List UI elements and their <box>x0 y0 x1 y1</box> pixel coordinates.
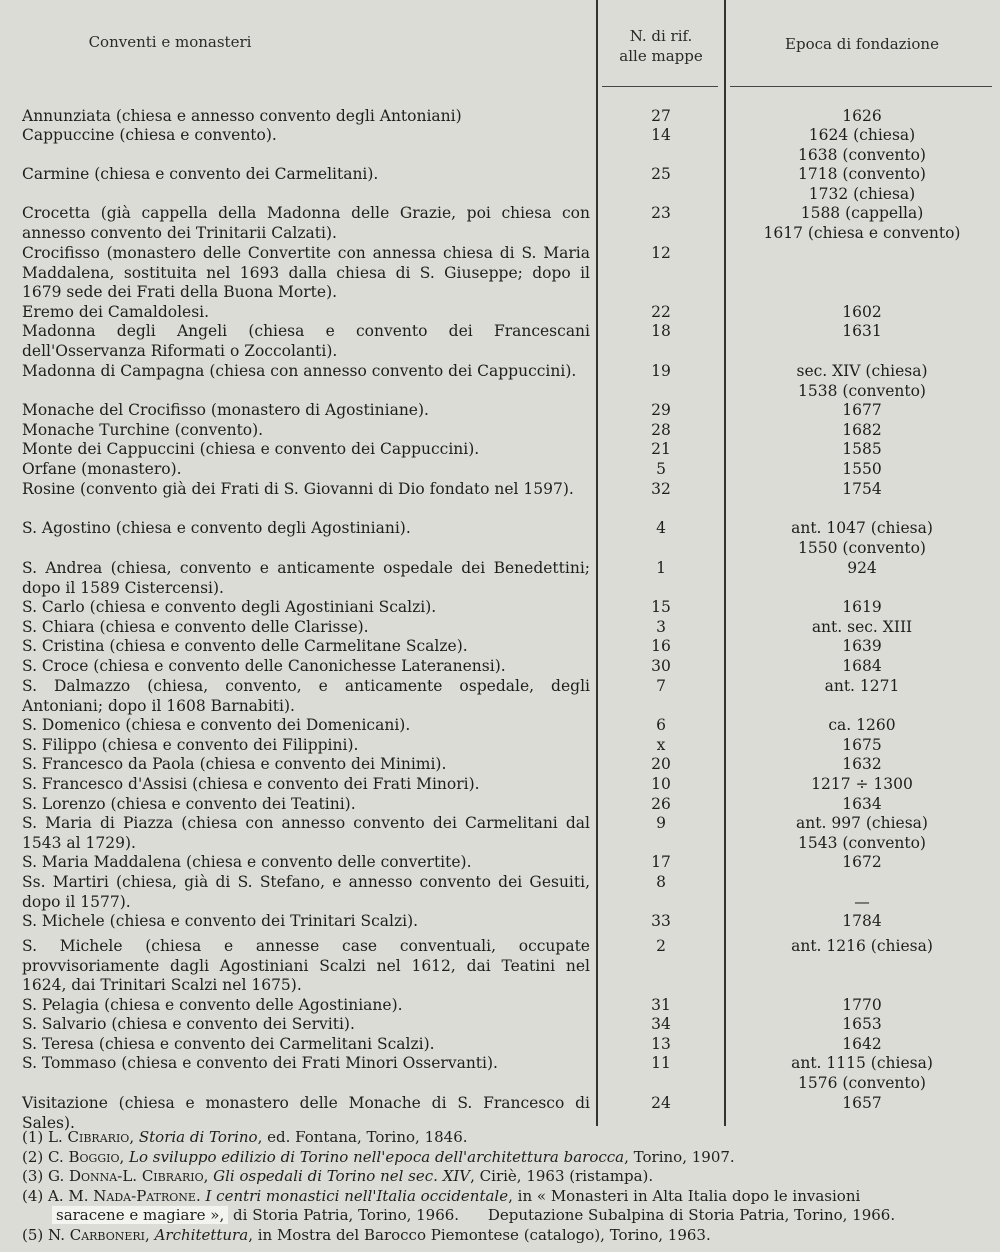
map-ref-number: x <box>656 736 666 754</box>
header-col-map-ref <box>600 26 722 66</box>
epoch-line: ant. 1047 (chiesa) <box>791 519 933 537</box>
footnote-title: Gli ospedali di Torino nel sec. XIV <box>213 1167 471 1186</box>
epoch-line: sec. XIV (chiesa) <box>796 362 928 380</box>
convent-name: S. Lorenzo (chiesa e convento dei Teatini). <box>22 795 356 813</box>
epoch-line: 1585 <box>842 440 882 458</box>
epoch-line: 1619 <box>842 598 882 616</box>
epoch-line: 1632 <box>842 755 882 773</box>
convent-name: Carmine (chiesa e convento dei Carmelitani). <box>22 165 379 183</box>
epoch-line: 1754 <box>842 480 882 498</box>
epoch-line: 1638 (convento) <box>798 145 926 164</box>
founding-epoch <box>728 716 996 736</box>
founding-epoch <box>728 421 996 441</box>
map-ref-number: 12 <box>651 244 671 262</box>
map-ref-number: 2 <box>656 937 666 955</box>
epoch-line: 1634 <box>842 795 882 813</box>
convent-name: Monte dei Cappuccini (chiesa e convento dei Cappuccini). <box>22 440 480 458</box>
footnote-2: (2) C. Boggio, Lo sviluppo edilizio di Torino nell'epoca dell'architettura barocca, Torino, 1907. <box>22 1147 735 1166</box>
convent-name: Monache Turchine (convento). <box>22 421 264 439</box>
founding-epoch <box>728 1015 996 1035</box>
founding-epoch <box>728 1035 996 1055</box>
map-ref-number: 29 <box>651 401 671 419</box>
map-ref-number: 9 <box>656 814 666 832</box>
founding-epoch <box>728 873 996 912</box>
epoch-line: ca. 1260 <box>828 716 896 734</box>
convent-name: S. Domenico (chiesa e convento dei Domenicani). <box>22 716 411 734</box>
founding-epoch <box>728 677 996 697</box>
epoch-line: 1672 <box>842 853 882 871</box>
founding-epoch <box>728 519 996 558</box>
founding-epoch <box>728 736 996 756</box>
map-ref-number: 33 <box>651 912 671 930</box>
founding-epoch <box>728 460 996 480</box>
convent-name: Monache del Crocifisso (monastero di Agostiniane). <box>22 401 429 419</box>
epoch-line: 1576 (convento) <box>798 1073 926 1092</box>
founding-epoch <box>728 559 996 579</box>
map-ref-number: 14 <box>651 126 671 144</box>
convent-name: Ss. Martiri (chiesa, già di S. Stefano, e annesso convento dei Gesuiti, dopo il 1577). <box>22 873 590 911</box>
founding-epoch <box>728 598 996 618</box>
footnotes <box>22 1128 992 1246</box>
epoch-line <box>728 873 996 893</box>
founding-epoch <box>728 401 996 421</box>
epoch-line: ant. 997 (chiesa) <box>796 814 928 832</box>
founding-epoch <box>728 775 996 795</box>
epoch-line: 1642 <box>842 1035 882 1053</box>
founding-epoch <box>728 657 996 677</box>
map-ref-number: 20 <box>651 755 671 773</box>
convent-name: S. Maria Maddalena (chiesa e convento delle convertite). <box>22 853 472 871</box>
footnote-author: N. Carboneri <box>48 1225 146 1244</box>
map-ref-number: 10 <box>651 775 671 793</box>
founding-epoch <box>728 853 996 873</box>
founding-epoch <box>728 637 996 657</box>
map-ref-number: 30 <box>651 657 671 675</box>
epoch-line: 1626 <box>842 107 882 125</box>
header-col-convents: Conventi e monasteri <box>88 33 252 51</box>
epoch-line: 1217 ÷ 1300 <box>811 775 913 793</box>
convent-name: Annunziata (chiesa e annesso convento degli Antoniani) <box>22 107 462 125</box>
footnote-rest: , in Mostra del Barocco Piemontese (catalogo), Torino, 1963. <box>248 1225 711 1244</box>
epoch-line: 1550 <box>842 460 882 478</box>
convent-name: S. Cristina (chiesa e convento delle Carmelitane Scalze). <box>22 637 468 655</box>
epoch-line: 1677 <box>842 401 882 419</box>
epoch-line: ant. sec. XIII <box>811 618 913 636</box>
founding-epoch <box>728 912 996 932</box>
convent-name: Orfane (monastero). <box>22 460 182 478</box>
map-ref-number: 22 <box>651 303 671 321</box>
map-ref-number: 32 <box>651 480 671 498</box>
founding-epoch <box>728 755 996 775</box>
footnote-4-part3: Deputazione Subalpina di Storia Patria, Torino, 1966. <box>487 1206 896 1225</box>
header-rule-epoch <box>730 86 992 87</box>
convent-name: S. Teresa (chiesa e convento dei Carmelitani Scalzi). <box>22 1035 435 1053</box>
footnote-4: (4) A. M. Nada-Patrone. I centri monastici nell'Italia occidentale, in « Monasteri in Alta Italia dopo le invasioni <box>22 1186 861 1205</box>
map-ref-number: 27 <box>651 107 671 125</box>
epoch-line: 1675 <box>842 736 882 754</box>
epoch-line: ant. 1271 <box>824 677 900 695</box>
epoch-line: — <box>854 892 870 911</box>
epoch-line: 1684 <box>842 657 882 675</box>
convent-name: S. Croce (chiesa e convento delle Canonichesse Lateranensi). <box>22 657 506 675</box>
footnote-mark: (1) <box>22 1128 44 1146</box>
convent-name: S. Tommaso (chiesa e convento dei Frati Minori Osservanti). <box>22 1054 498 1072</box>
map-ref-number: 6 <box>656 716 666 734</box>
footnote-4-continued <box>22 1206 992 1226</box>
epoch-line: 1770 <box>842 996 882 1014</box>
founding-epoch <box>728 107 996 127</box>
convent-name: S. Carlo (chiesa e convento degli Agostiniani Scalzi). <box>22 598 437 616</box>
epoch-line: 1784 <box>842 912 882 930</box>
footnote-1: (1) L. Cibrario, Storia di Torino, ed. Fontana, Torino, 1846. <box>22 1128 468 1146</box>
map-ref-number: 15 <box>651 598 671 616</box>
convent-name: S. Francesco da Paola (chiesa e convento dei Minimi). <box>22 755 447 773</box>
map-ref-number: 3 <box>656 618 666 636</box>
map-ref-number: 4 <box>656 519 666 537</box>
header-map-ref-line1: N. di rif. <box>629 27 693 45</box>
footnote-title: Storia di Torino <box>138 1128 258 1146</box>
footnote-author: A. M. Nada-Patrone <box>48 1186 196 1205</box>
footnote-3: (3) G. Donna-L. Cibrario, Gli ospedali di Torino nel sec. XIV, Ciriè, 1963 (ristampa). <box>22 1167 654 1186</box>
founding-epoch <box>728 618 996 638</box>
epoch-line: 1682 <box>842 421 882 439</box>
convent-name: Cappuccine (chiesa e convento). <box>22 126 277 144</box>
map-ref-number: 19 <box>651 362 671 380</box>
convent-name: S. Maria di Piazza (chiesa con annesso convento dei Carmelitani dal 1543 al 1729). <box>22 814 590 852</box>
convent-name: Madonna degli Angeli (chiesa e convento dei Francescani dell'Osservanza Riformati o Zoccolanti). <box>22 322 590 360</box>
epoch-line: 1602 <box>842 303 882 321</box>
founding-epoch <box>728 1054 996 1093</box>
map-ref-number: 16 <box>651 637 671 655</box>
map-ref-number: 8 <box>656 873 666 891</box>
convent-name: Crocifisso (monastero delle Convertite con annessa chiesa di S. Maria Maddalena, sostituita nel 1693 dalla chiesa di S. Giuseppe; dopo il 1679 sede dei Frati della Buona Morte). <box>22 244 590 302</box>
founding-epoch <box>728 440 996 460</box>
footnote-4-part2: di Storia Patria, Torino, 1966. <box>233 1206 460 1225</box>
map-ref-number: 21 <box>651 440 671 458</box>
header-rule-num <box>602 86 718 87</box>
footnote-rest: , in « Monasteri in Alta Italia dopo le invasioni <box>508 1186 861 1205</box>
convent-name: S. Dalmazzo (chiesa, convento, e anticamente ospedale, degli Antoniani; dopo il 1608 Barnabiti). <box>22 677 590 715</box>
footnote-mark: (5) <box>22 1225 44 1244</box>
convent-name: S. Agostino (chiesa e convento degli Agostiniani). <box>22 519 411 537</box>
convent-name: S. Andrea (chiesa, convento e anticamente ospedale dei Benedettini; dopo il 1589 Cistercensi). <box>22 559 590 597</box>
column-divider-left <box>596 0 598 1126</box>
map-ref-number: 13 <box>651 1035 671 1053</box>
epoch-line: 1639 <box>842 637 882 655</box>
map-ref-number: 1 <box>656 559 666 577</box>
map-ref-number: 11 <box>651 1054 671 1072</box>
founding-epoch <box>728 303 996 323</box>
map-ref-number: 5 <box>656 460 666 478</box>
epoch-line: 1543 (convento) <box>798 833 926 852</box>
footnote-author: L. Cibrario <box>48 1128 130 1146</box>
epoch-line: ant. 1216 (chiesa) <box>791 937 933 955</box>
footnote-author: C. Boggio <box>48 1147 120 1166</box>
epoch-line: 1657 <box>842 1094 882 1112</box>
footnote-author: G. Donna-L. Cibrario <box>48 1167 204 1186</box>
epoch-line: 1588 (cappella) <box>800 204 924 222</box>
convent-name: Madonna di Campagna (chiesa con annesso convento dei Cappuccini). <box>22 362 577 380</box>
footnote-mark: (2) <box>22 1147 44 1166</box>
map-ref-number: 31 <box>651 996 671 1014</box>
epoch-line: 1732 (chiesa) <box>808 184 916 203</box>
map-ref-number: 24 <box>651 1094 671 1112</box>
footnote-title: Architettura <box>154 1225 249 1244</box>
footnote-title: I centri monastici nell'Italia occidentale <box>205 1186 509 1205</box>
convent-name: Crocetta (già cappella della Madonna delle Grazie, poi chiesa con annesso convento dei Trinitarii Calzati). <box>22 204 590 242</box>
column-divider-right <box>724 0 726 1126</box>
founding-epoch <box>728 814 996 853</box>
convent-name: S. Michele (chiesa e annesse case conventuali, occupate provvisoriamente dagli Agostiniani Scalzi nel 1612, dai Teatini nel 1624, dai Trinitari Scalzi nel 1675). <box>22 937 590 995</box>
epoch-line: 924 <box>847 559 877 577</box>
convent-name: S. Pelagia (chiesa e convento delle Agostiniane). <box>22 996 403 1014</box>
convent-name: Eremo dei Camaldolesi. <box>22 303 210 321</box>
footnote-title: Lo sviluppo edilizio di Torino nell'epoca dell'architettura barocca <box>129 1147 625 1166</box>
convent-name: S. Michele (chiesa e convento dei Trinitari Scalzi). <box>22 912 419 930</box>
epoch-line: 1653 <box>842 1015 882 1033</box>
footnote-rest: , Ciriè, 1963 (ristampa). <box>470 1167 654 1186</box>
founding-epoch <box>728 937 996 957</box>
founding-epoch <box>728 126 996 165</box>
header-col-founding-epoch: Epoca di fondazione <box>785 35 939 53</box>
convent-name: S. Francesco d'Assisi (chiesa e convento dei Frati Minori). <box>22 775 480 793</box>
convent-name: S. Filippo (chiesa e convento dei Filippini). <box>22 736 359 754</box>
map-ref-number: 28 <box>651 421 671 439</box>
footnote-mark: (3) <box>22 1167 44 1186</box>
footnote-4-patched-text: saracene e magiare », <box>52 1206 228 1224</box>
founding-epoch <box>728 204 996 243</box>
epoch-line: 1631 <box>842 322 882 340</box>
founding-epoch <box>728 362 996 401</box>
footnote-5: (5) N. Carboneri, Architettura, in Mostra del Barocco Piemontese (catalogo), Torino, 1963. <box>22 1225 711 1244</box>
map-ref-number: 26 <box>651 795 671 813</box>
convent-name: S. Chiara (chiesa e convento delle Clarisse). <box>22 618 369 636</box>
epoch-line: 1538 (convento) <box>798 381 926 400</box>
founding-epoch <box>728 1094 996 1114</box>
founding-epoch <box>728 996 996 1016</box>
map-ref-number: 23 <box>651 204 671 222</box>
founding-epoch <box>728 480 996 500</box>
founding-epoch <box>728 795 996 815</box>
epoch-line: 1624 (chiesa) <box>808 126 916 144</box>
map-ref-number: 25 <box>651 165 671 183</box>
map-ref-number: 7 <box>656 677 666 695</box>
map-ref-number: 17 <box>651 853 671 871</box>
footnote-mark: (4) <box>22 1186 44 1205</box>
founding-epoch <box>728 322 996 342</box>
epoch-line: ant. 1115 (chiesa) <box>791 1054 933 1072</box>
convent-name: Rosine (convento già dei Frati di S. Giovanni di Dio fondato nel 1597). <box>22 480 574 498</box>
convent-name: Visitazione (chiesa e monastero delle Monache di S. Francesco di Sales). <box>22 1094 590 1132</box>
convent-name: S. Salvario (chiesa e convento dei Serviti). <box>22 1015 355 1033</box>
header-map-ref-line2: alle mappe <box>619 47 703 65</box>
footnote-rest: , Torino, 1907. <box>624 1147 735 1166</box>
founding-epoch <box>728 165 996 204</box>
epoch-line: 1617 (chiesa e convento) <box>763 223 961 242</box>
footnote-rest: , ed. Fontana, Torino, 1846. <box>257 1128 468 1146</box>
map-ref-number: 18 <box>651 322 671 340</box>
epoch-line: 1718 (convento) <box>798 165 926 183</box>
epoch-line: 1550 (convento) <box>798 538 926 557</box>
map-ref-number: 34 <box>651 1015 671 1033</box>
